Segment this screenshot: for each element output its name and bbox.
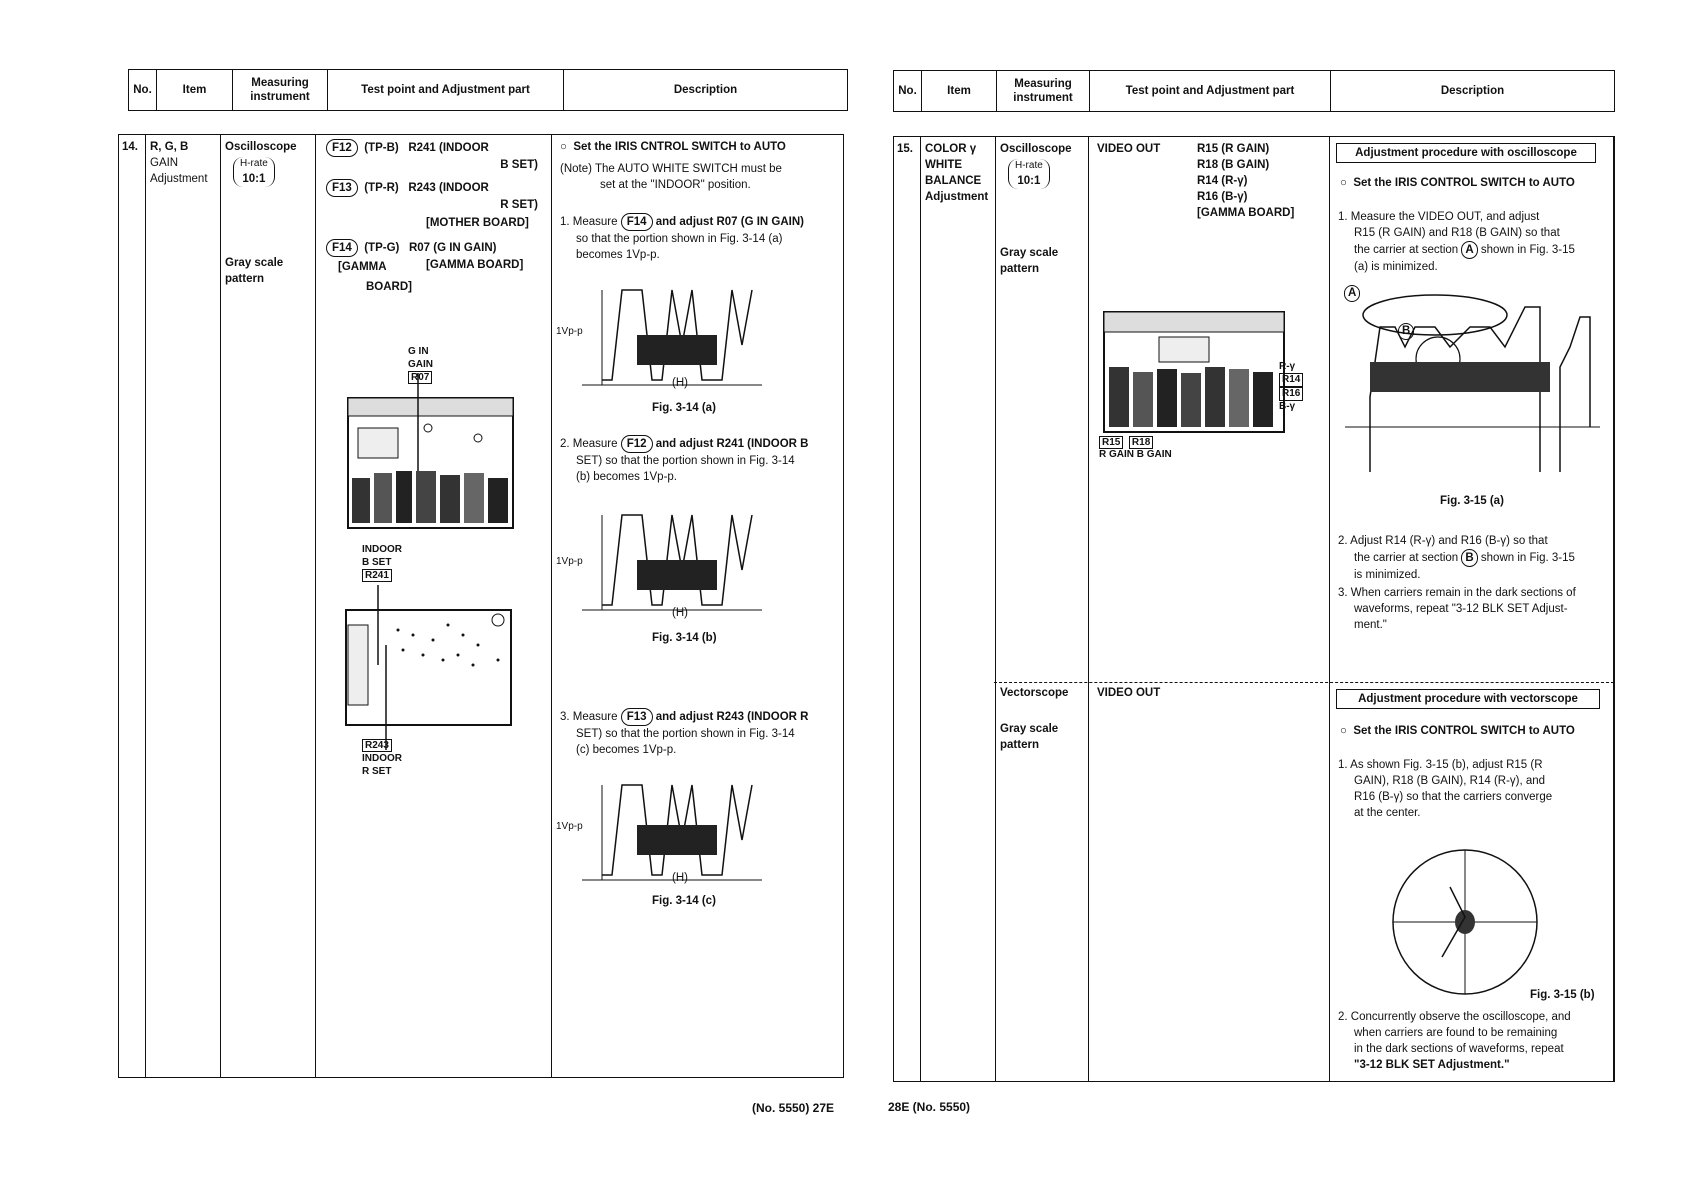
diag1-label: G IN GAIN R07 bbox=[408, 346, 433, 383]
fig-3-14-a: Fig. 3-14 (a) bbox=[652, 402, 716, 414]
diag-bottom-labels-r: R15 R18 R GAIN B GAIN bbox=[1099, 437, 1172, 460]
gamma-board-diagram bbox=[338, 393, 523, 538]
adjust-parts: R15 (R GAIN) R18 (B GAIN) R14 (R-γ) R16 (B-γ) [GAMMA BOARD] bbox=[1197, 143, 1295, 220]
section-divider bbox=[994, 682, 1614, 683]
step-1-r: 1. Measure the VIDEO OUT, and adjust R15 (R GAIN) and R18 (B GAIN) so that the carrier at section A shown in Fig. 3-15 (a) is minimized. bbox=[1338, 211, 1575, 274]
hrate: H-rate 10:1 bbox=[233, 157, 275, 187]
gray-scale-pattern: Gray scale pattern bbox=[225, 257, 284, 286]
gamma-board-b: [GAMMA BOARD] bbox=[426, 259, 524, 271]
fig-3-14-c: Fig. 3-14 (c) bbox=[652, 895, 716, 907]
header-testpoint-r: Test point and Adjustment part bbox=[1090, 71, 1331, 111]
header-description-r: Description bbox=[1440, 84, 1505, 97]
step-2: 2. Measure F12 and adjust R241 (INDOOR B SET) so that the portion shown in Fig. 3-14 (b) becomes 1Vp-p. bbox=[560, 435, 830, 485]
page-number-left: (No. 5550) 27E bbox=[752, 1101, 835, 1115]
section-a-marker: A bbox=[1344, 285, 1360, 302]
fig-3-15-b: Fig. 3-15 (b) bbox=[1530, 989, 1595, 1001]
header-testpoint: Test point and Adjustment part bbox=[328, 70, 564, 110]
gamma-board-a: [GAMMA bbox=[338, 261, 387, 273]
frame-oscilloscope: Adjustment procedure with oscilloscope bbox=[1336, 143, 1596, 163]
h-c: (H) bbox=[672, 872, 688, 884]
h-b: (H) bbox=[672, 607, 688, 619]
header-no: No. bbox=[129, 70, 157, 110]
h-a: (H) bbox=[672, 377, 688, 389]
vpp-c: 1Vp-p bbox=[556, 821, 583, 832]
diag3-label: R243 INDOOR R SET bbox=[362, 740, 402, 777]
iris-instruction-r: ○ Set the IRIS CONTROL SWITCH to AUTO bbox=[1340, 177, 1575, 189]
right-table-body bbox=[893, 136, 1615, 1082]
diag2-label: INDOOR B SET R241 bbox=[362, 544, 402, 581]
gray-scale-pattern-r: Gray scale pattern bbox=[1000, 247, 1059, 276]
iris-instruction-vec: ○ Set the IRIS CONTROL SWITCH to AUTO bbox=[1340, 725, 1575, 737]
tp-f14: F14 (TP-G) R07 (G IN GAIN) bbox=[326, 239, 546, 257]
header-no-r: No. bbox=[894, 71, 922, 111]
step-2-vec: 2. Concurrently observe the oscilloscope, and when carriers are found to be remaining in the dark sections of waveforms, repeat "3-12 BLK SET Adjustment." bbox=[1338, 1011, 1571, 1072]
hrate-r: H-rate 10:1 bbox=[1008, 159, 1050, 189]
fig-3-15-a: Fig. 3-15 (a) bbox=[1440, 495, 1504, 507]
tp-f13: F13 (TP-R) R243 (INDOOR R SET) bbox=[326, 179, 546, 213]
gray-scale-pattern-vec: Gray scale pattern bbox=[1000, 723, 1059, 752]
instrument-name-r: Oscilloscope bbox=[1000, 143, 1072, 155]
vpp-a: 1Vp-p bbox=[556, 326, 583, 337]
vectorscope-diagram bbox=[1390, 847, 1540, 997]
step-2-r: 2. Adjust R14 (R-γ) and R16 (B-γ) so that the carrier at section B shown in Fig. 3-15 is minimized. bbox=[1338, 535, 1575, 582]
item-number-r: 15. bbox=[897, 143, 913, 155]
header-measuring-r: Measuring instrument bbox=[997, 71, 1090, 111]
iris-instruction: ○ Set the IRIS CNTROL SWITCH to AUTO bbox=[560, 141, 786, 153]
header-item-r: Item bbox=[922, 71, 997, 111]
item-name-r: COLOR γ WHITE BALANCE Adjustment bbox=[925, 143, 989, 204]
note: (Note) The AUTO WHITE SWITCH must be set at the "INDOOR" position. bbox=[560, 163, 782, 192]
waveform-3-15-a bbox=[1340, 287, 1610, 487]
step-3: 3. Measure F13 and adjust R243 (INDOOR R SET) so that the portion shown in Fig. 3-14 (c) becomes 1Vp-p. bbox=[560, 708, 830, 758]
vpp-b: 1Vp-p bbox=[556, 556, 583, 567]
item-name: R, G, B GAIN Adjustment bbox=[150, 141, 208, 186]
mother-board-diagram bbox=[338, 605, 523, 735]
left-table-header bbox=[128, 69, 848, 111]
video-out-vec: VIDEO OUT bbox=[1097, 687, 1161, 699]
step-1: 1. Measure F14 and adjust R07 (G IN GAIN) so that the portion shown in Fig. 3-14 (a) becomes 1Vp-p. bbox=[560, 213, 830, 263]
section-b-marker: B bbox=[1398, 323, 1414, 340]
gamma-board-c: BOARD] bbox=[366, 281, 412, 293]
diag-labels-r: R-γ R14 R16 B-γ bbox=[1279, 361, 1303, 413]
gamma-board-diagram-r bbox=[1099, 307, 1289, 437]
tp-f12: F12 (TP-B) R241 (INDOOR B SET) bbox=[326, 139, 546, 173]
step-1-vec: 1. As shown Fig. 3-15 (b), adjust R15 (R GAIN), R18 (B GAIN), R14 (R-γ), and R16 (B-γ) so that the carriers converge at the center. bbox=[1338, 759, 1553, 820]
frame-vectorscope: Adjustment procedure with vectorscope bbox=[1336, 689, 1600, 709]
step-3-r: 3. When carriers remain in the dark sections of waveforms, repeat "3-12 BLK SET Adjust- ment." bbox=[1338, 587, 1576, 632]
left-table-body bbox=[118, 134, 844, 1078]
item-number: 14. bbox=[122, 141, 138, 153]
instrument-name: Oscilloscope bbox=[225, 141, 297, 153]
waveform-b bbox=[582, 510, 762, 620]
header-measuring: Measuring instrument bbox=[233, 70, 328, 110]
mother-board: [MOTHER BOARD] bbox=[426, 217, 529, 229]
header-description: Description bbox=[673, 83, 738, 96]
video-out: VIDEO OUT bbox=[1097, 143, 1161, 155]
right-table-header bbox=[893, 70, 1615, 112]
header-item: Item bbox=[157, 70, 233, 110]
page-number-right: 28E (No. 5550) bbox=[888, 1100, 971, 1114]
vectorscope: Vectorscope bbox=[1000, 687, 1069, 699]
fig-3-14-b: Fig. 3-14 (b) bbox=[652, 632, 717, 644]
